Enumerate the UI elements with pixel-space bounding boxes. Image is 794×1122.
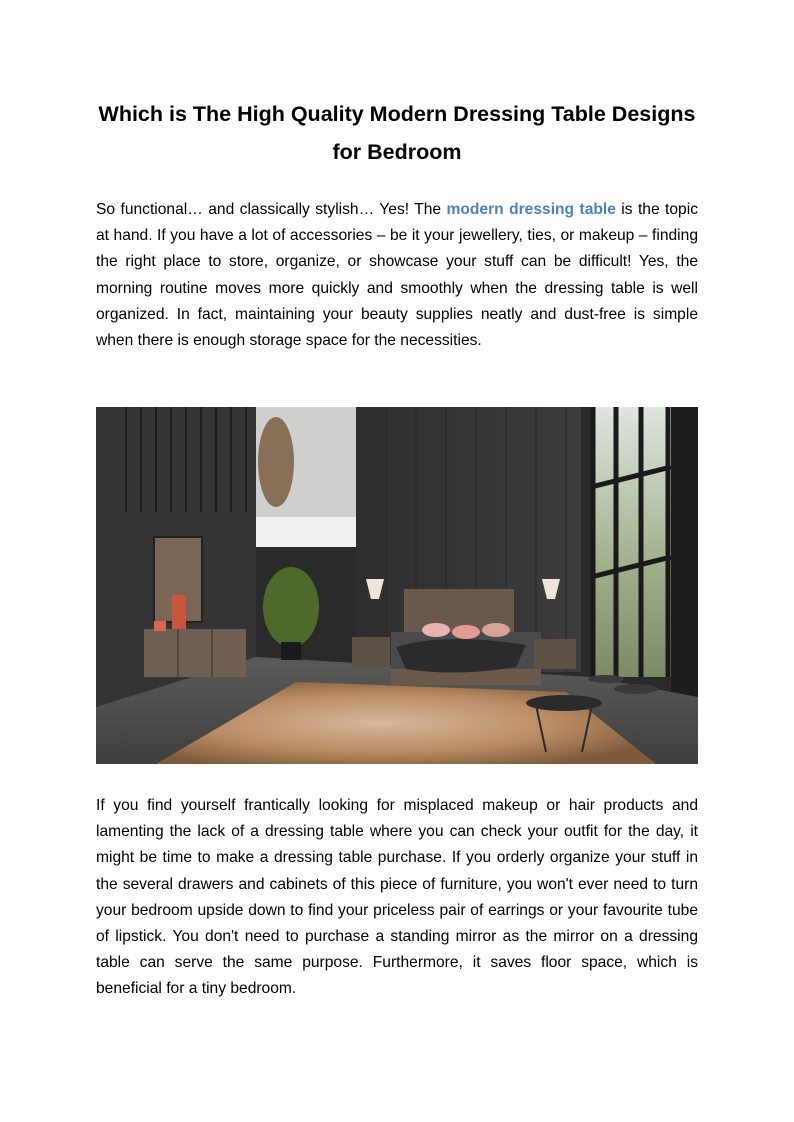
body-paragraph: If you find yourself frantically looking for misplaced makeup or hair products and lamenting the lack of a dressing table where you can check your outfit for the day, it might be time to make a dressing table purchase. If you orderly organize your stuff in the several drawers and cabinets of this piece of furniture, you won't ever need to turn your bedroom upside down to find your priceless pair of earrings or your favourite tube of lipstick. You don't need to purchase a standing mirror as the mirror on a dressing table can serve the same purpose. Furthermore, it saves floor space, which is beneficial for a tiny bedroom. — [96, 797, 698, 998]
nightstand-right — [534, 639, 576, 669]
wall-artwork — [258, 417, 294, 507]
small-vase — [154, 621, 166, 631]
pillow — [482, 623, 510, 637]
nightstand-left — [352, 637, 390, 667]
plant-pot — [281, 642, 301, 660]
window — [591, 407, 671, 677]
pillow — [452, 625, 480, 639]
intro-paragraph — [96, 197, 698, 354]
side-table — [588, 675, 624, 683]
mezzanine-ledge — [256, 517, 356, 547]
plant — [263, 567, 319, 647]
intro-text-end: is the topic at hand. If you have a lot of accessories – be it your jewellery, ties, or makeup – finding the right place to store, organize, or showcase your stuff can be difficult! Yes, the morning routine moves more quickly and smoothly when the dressing table is well organized. In fact, maintaining your beauty supplies neatly and dust-free is simple when there is enough storage space for the necessities. — [96, 201, 698, 350]
document-title: Which is The High Quality Modern Dressing Table Designs for Bedroom — [98, 102, 696, 164]
dresser — [144, 629, 246, 677]
red-vase — [172, 595, 186, 629]
intro-text-start: So functional… and classically stylish… Yes! The — [96, 201, 447, 218]
bedroom-photo — [96, 407, 698, 764]
side-table — [614, 684, 658, 694]
modern-dressing-table-link[interactable]: modern dressing table — [446, 201, 616, 218]
pillow — [422, 623, 450, 637]
throw-blanket — [396, 639, 526, 673]
